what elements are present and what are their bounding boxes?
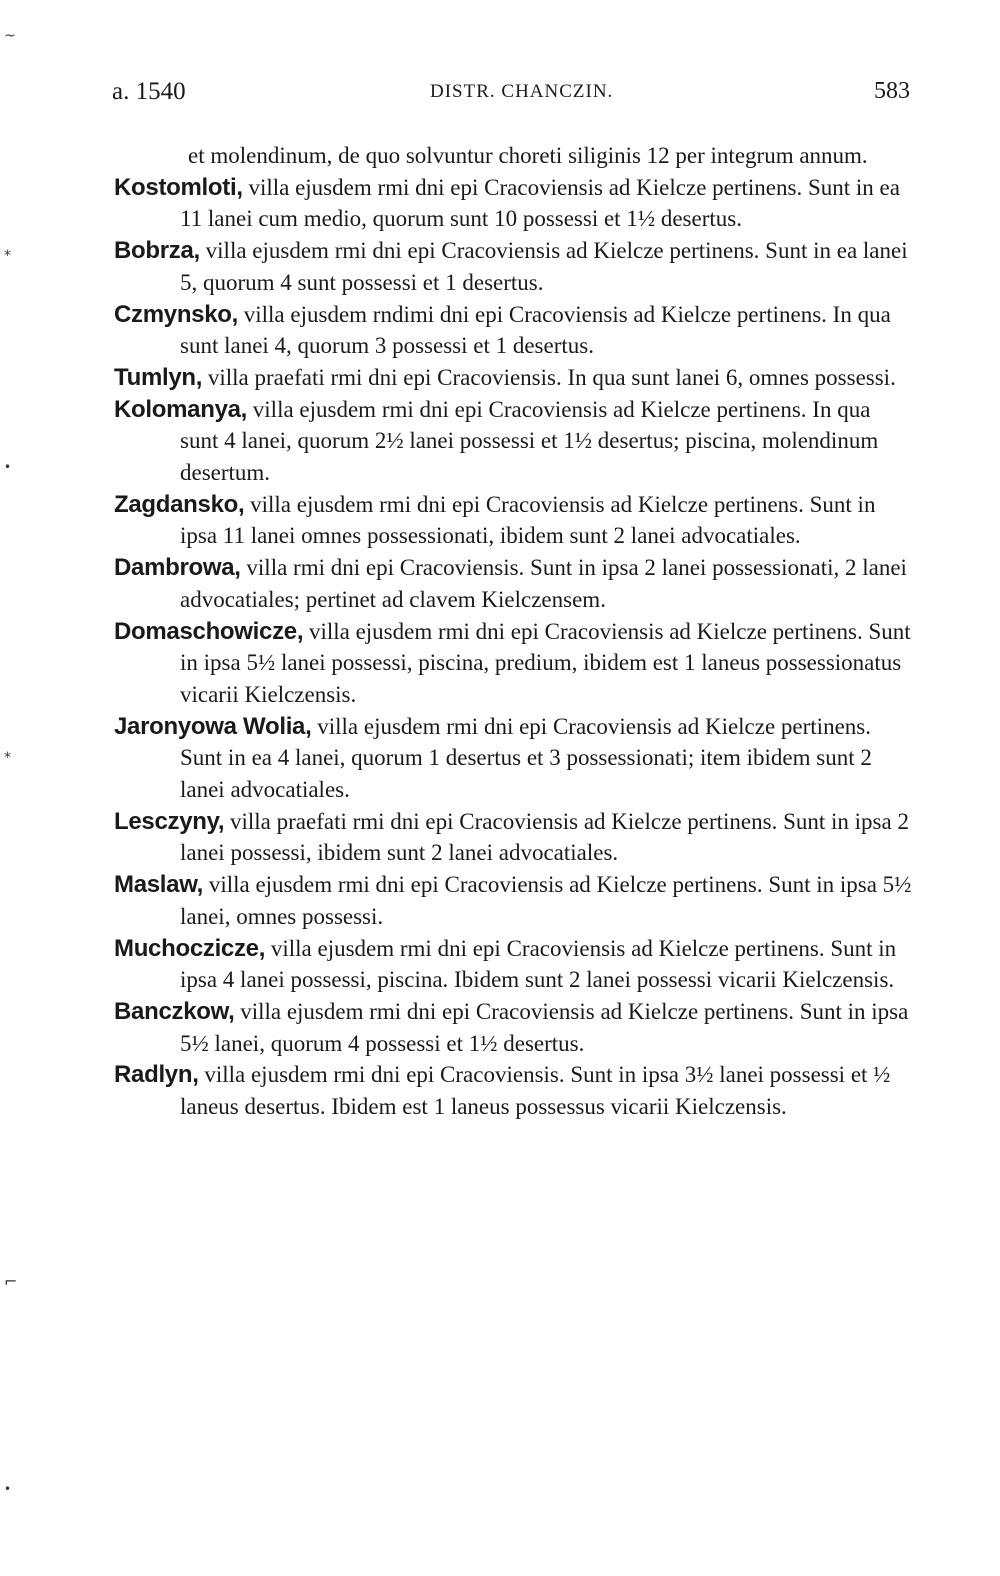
- village-description: villa ejusdem rmi dni epi Cracoviensis. Sunt in ipsa 3½ lanei possessi et ½ laneus desertus. Ibidem est 1 laneus possessus vicarii Kielczensis.: [180, 1062, 891, 1120]
- page-body: [114, 140, 914, 1123]
- village-description: villa ejusdem rmi dni epi Cracoviensis ad Kielcze pertinens. Sunt in ipsa 11 lanei omnes possessionati, ibidem sunt 2 lanei advocatiales.: [180, 491, 876, 549]
- village-description: villa praefati rmi dni epi Cracoviensis ad Kielcze pertinens. Sunt in ipsa 2 lanei possessi, ibidem sunt 2 lanei advocatiales.: [180, 808, 909, 866]
- village-entry: [114, 1059, 914, 1122]
- village-name: Kolomanya,: [114, 395, 248, 423]
- village-description: villa ejusdem rmi dni epi Cracoviensis ad Kielcze pertinens. Sunt in ipsa 5½ lanei, omnes possessi.: [180, 872, 912, 929]
- village-name: Jaronyowa Wolia,: [114, 712, 312, 740]
- village-entry: [114, 235, 914, 298]
- village-name: Banczkow,: [114, 997, 235, 1025]
- margin-mark: ~: [4, 28, 16, 44]
- village-description: villa rmi dni epi Cracoviensis. Sunt in ipsa 2 lanei possessionati, 2 lanei advocatiales; pertinet ad clavem Kielczensem.: [180, 555, 907, 612]
- village-entry: [114, 172, 914, 235]
- continuation-paragraph: et molendinum, de quo solvuntur choreti siliginis 12 per integrum annum.: [188, 143, 868, 168]
- village-name: Kostomloti,: [114, 173, 243, 201]
- village-name: Radlyn,: [114, 1061, 199, 1089]
- village-description: villa ejusdem rmi dni epi Cracoviensis ad Kielcze pertinens. Sunt in ipsa 5½ lanei, quorum 4 possessi et 1½ desertus.: [180, 998, 909, 1056]
- running-header: [112, 78, 910, 108]
- village-entry: [114, 711, 914, 806]
- village-description: villa ejusdem rmi dni epi Cracoviensis ad Kielcze pertinens. Sunt in ipsa 5½ lanei possessi, piscina, predium, ibidem est 1 laneus possessionatus vicarii Kielczensis.: [180, 618, 911, 707]
- village-name: Domaschowicze,: [114, 617, 304, 645]
- village-name: Bobrza,: [114, 237, 200, 265]
- village-description: villa ejusdem rmi dni epi Cracoviensis ad Kielcze pertinens. Sunt in ipsa 4 lanei possessi, piscina. Ibidem sunt 2 lanei possessi vicarii Kielczensis.: [180, 935, 897, 993]
- margin-mark: •: [4, 460, 12, 474]
- village-entry: [114, 996, 914, 1059]
- village-name: Lesczyny,: [114, 807, 225, 835]
- village-entry: [114, 869, 914, 932]
- village-entry: [114, 489, 914, 552]
- village-description: villa ejusdem rmi dni epi Cracoviensis ad Kielcze pertinens. In qua sunt 4 lanei, quorum 2½ lanei possessi et 1½ desertus; piscina, molendinum desertum.: [180, 396, 879, 486]
- village-name: Tumlyn,: [114, 363, 203, 391]
- village-entry: [114, 616, 914, 711]
- village-description: villa praefati rmi dni epi Cracoviensis. In qua sunt lanei 6, omnes possessi.: [202, 364, 896, 390]
- village-name: Muchoczicze,: [114, 934, 266, 962]
- village-entry: [114, 299, 914, 362]
- village-entries: [114, 172, 914, 1123]
- margin-mark: *: [4, 248, 11, 264]
- village-description: villa ejusdem rmi dni epi Cracoviensis ad Kielcze pertinens. Sunt in ea 11 lanei cum medio, quorum sunt 10 possessi et 1½ desertus.: [180, 174, 900, 232]
- village-name: Zagdansko,: [114, 490, 245, 518]
- header-year: a. 1540: [112, 78, 186, 105]
- margin-mark: *: [4, 750, 11, 766]
- village-description: villa ejusdem rndimi dni epi Cracoviensis ad Kielcze pertinens. In qua sunt lanei 4, quorum 3 possessi et 1 desertus.: [180, 301, 891, 359]
- village-entry: [114, 806, 914, 869]
- village-name: Dambrowa,: [114, 554, 241, 582]
- margin-mark: ⌐: [4, 1272, 18, 1291]
- page-number: 583: [874, 78, 910, 104]
- village-entry: [114, 552, 914, 615]
- village-entry: [114, 362, 914, 394]
- header-district: DISTR. CHANCZIN.: [430, 81, 614, 102]
- village-entry: [114, 394, 914, 489]
- margin-mark: •: [4, 1482, 12, 1496]
- village-name: Maslaw,: [114, 871, 204, 899]
- village-description: villa ejusdem rmi dni epi Cracoviensis ad Kielcze pertinens. Sunt in ea lanei 5, quorum 4 sunt possessi et 1 desertus.: [180, 238, 908, 295]
- village-entry: [114, 933, 914, 996]
- village-description: villa ejusdem rmi dni epi Cracoviensis ad Kielcze pertinens. Sunt in ea 4 lanei, quorum 1 desertus et 3 possessionati; item ibidem sunt 2 lanei advocatiales.: [180, 713, 872, 803]
- village-name: Czmynsko,: [114, 300, 239, 328]
